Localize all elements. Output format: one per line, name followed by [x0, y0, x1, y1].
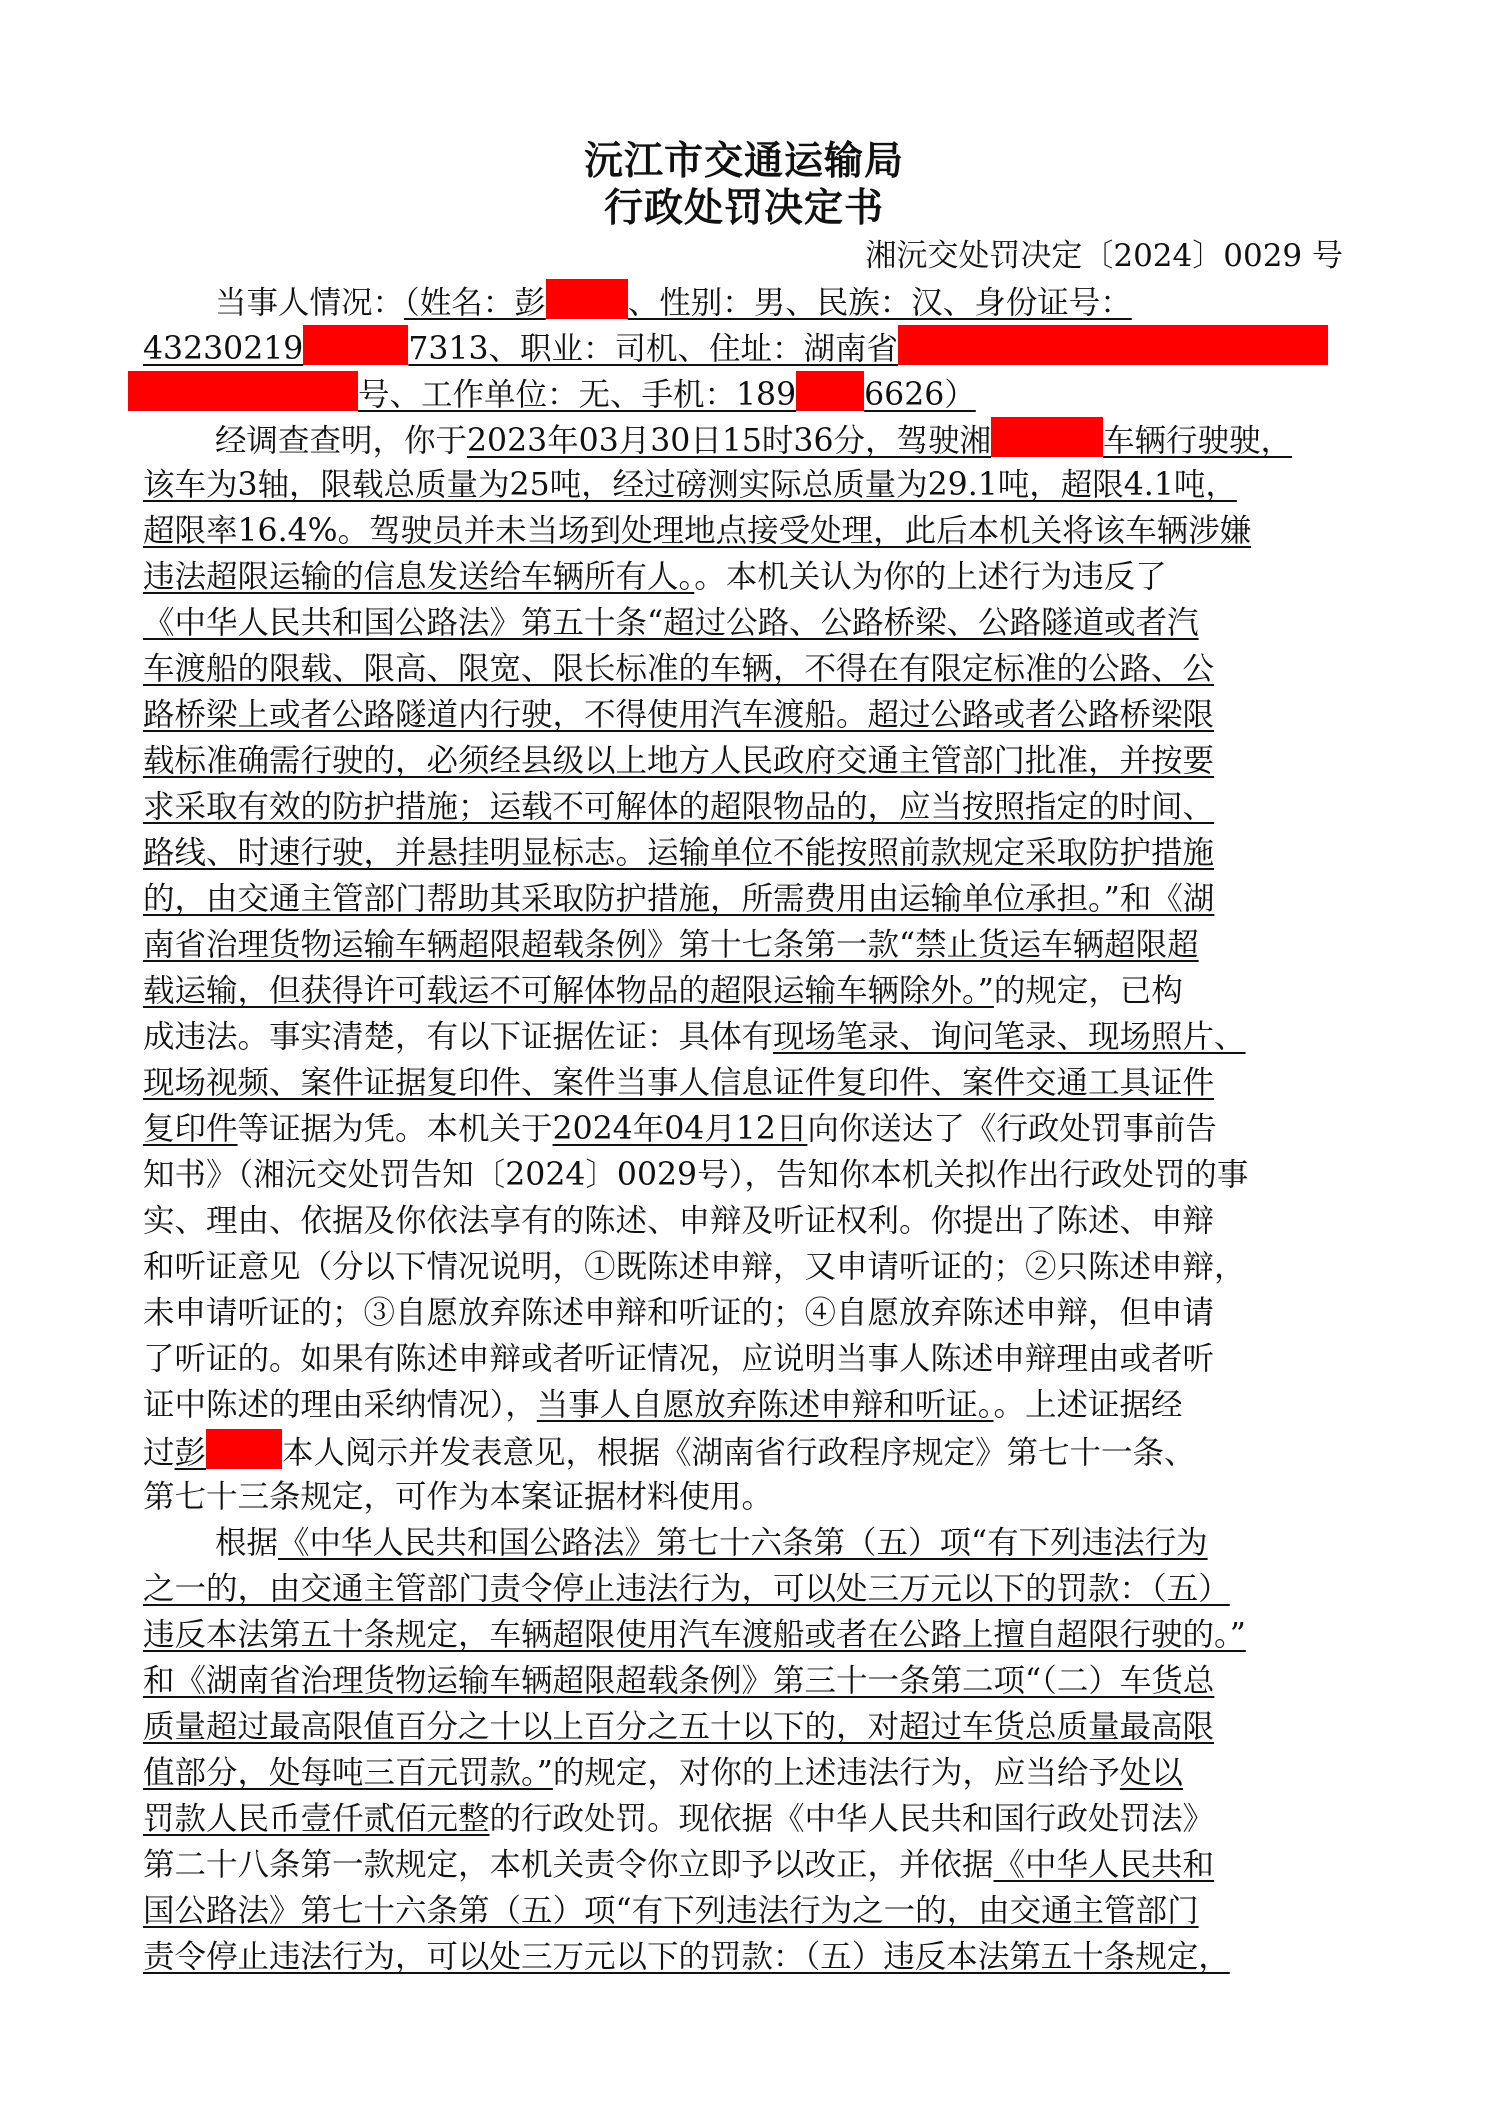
- text-line: 了听证的。如果有陈述申辩或者听证情况，应说明当事人陈述申辩理由或者听: [143, 1341, 1215, 1377]
- text-line: 载运输，但获得许可载运不可解体物品的超限运输车辆除外。”的规定，已构: [143, 973, 1183, 1009]
- text-line: 当事人情况：（姓名：彭 、性别：男、民族：汉、身份证号：: [143, 279, 1343, 323]
- text-line: 和《湖南省治理货物运输车辆超限超载条例》第三十一条第二项“（二）车货总: [143, 1663, 1215, 1699]
- redaction-block: [546, 279, 628, 319]
- text-line: 复印件等证据为凭。本机关于2024年04月12日向你送达了《行政处罚事前告: [143, 1111, 1217, 1147]
- text-line: 未申请听证的；③自愿放弃陈述申辩和听证的；④自愿放弃陈述申辩，但申请: [143, 1295, 1215, 1331]
- text-line: 值部分，处每吨三百元罚款。”的规定，对你的上述违法行为，应当给予处以: [143, 1755, 1183, 1791]
- text-line: 第二十八条第一款规定，本机关责令你立即予以改正，并依据《中华人民共和: [143, 1847, 1215, 1883]
- text-line: 《中华人民共和国公路法》第五十条“超过公路、公路桥梁、公路隧道或者汽: [143, 605, 1199, 641]
- agency-title: 沅江市交通运输局: [583, 139, 904, 184]
- redaction-block: [303, 325, 408, 365]
- document-type-title: 行政处罚决定书: [603, 186, 884, 231]
- text-line: 43230219 7313、职业：司机、住址：湖南省: [143, 325, 1343, 369]
- text-line: 车渡船的限载、限高、限宽、限长标准的车辆，不得在有限定标准的公路、公: [143, 651, 1215, 687]
- text-line: 证中陈述的理由采纳情况），当事人自愿放弃陈述申辩和听证。。上述证据经: [143, 1387, 1183, 1423]
- redaction-block: [898, 325, 1328, 365]
- text-line: 经调查查明，你于2023年03月30日15时36分，驾驶湘 车辆行驶驶，: [143, 417, 1343, 461]
- text-line: 实、理由、依据及你依法享有的陈述、申辩及听证权利。你提出了陈述、申辩: [143, 1203, 1215, 1239]
- redaction-block: [128, 371, 358, 411]
- text-line: 质量超过最高限值百分之十以上百分之五十以下的，对超过车货总质量最高限: [143, 1709, 1215, 1745]
- text-line: 该车为3轴，限载总质量为25吨，经过磅测实际总质量为29.1吨，超限4.1吨，: [143, 467, 1237, 503]
- text-line: 现场视频、案件证据复印件、案件当事人信息证件复印件、案件交通工具证件: [143, 1065, 1215, 1101]
- redaction-block: [206, 1429, 282, 1469]
- text-line: 罚款人民币壹仟贰佰元整的行政处罚。现依据《中华人民共和国行政处罚法》: [143, 1801, 1215, 1837]
- text-line: 之一的，由交通主管部门责令停止违法行为，可以处三万元以下的罚款：（五）: [143, 1571, 1230, 1607]
- text-line: 号、工作单位：无、手机：189 6626）: [128, 371, 1328, 415]
- text-line: 的，由交通主管部门帮助其采取防护措施，所需费用由运输单位承担。”和《湖: [143, 881, 1215, 917]
- text-line: 根据《中华人民共和国公路法》第七十六条第（五）项“有下列违法行为: [215, 1525, 1208, 1561]
- text-line: 路线、时速行驶，并悬挂明显标志。运输单位不能按照前款规定采取防护措施: [143, 835, 1215, 871]
- redaction-block: [991, 417, 1103, 457]
- document-number: 湘沅交处罚决定〔2024〕0029 号: [865, 238, 1343, 274]
- text-line: 路桥梁上或者公路隧道内行驶，不得使用汽车渡船。超过公路或者公路桥梁限: [143, 697, 1215, 733]
- redaction-block: [796, 371, 864, 411]
- text-line: 责令停止违法行为，可以处三万元以下的罚款：（五）违反本法第五十条规定，: [143, 1939, 1230, 1975]
- text-line: 成违法。事实清楚，有以下证据佐证：具体有现场笔录、询问笔录、现场照片、: [143, 1019, 1246, 1055]
- text-line: 过彭 本人阅示并发表意见，根据《湖南省行政程序规定》第七十一条、: [143, 1429, 1343, 1473]
- text-line: 国公路法》第七十六条第（五）项“有下列违法行为之一的，由交通主管部门: [143, 1893, 1199, 1929]
- text-line: 违法超限运输的信息发送给车辆所有人。。本机关认为你的上述行为违反了: [143, 559, 1167, 595]
- text-line: 第七十三条规定，可作为本案证据材料使用。: [143, 1479, 774, 1515]
- text-line: 载标准确需行驶的，必须经县级以上地方人民政府交通主管部门批准，并按要: [143, 743, 1215, 779]
- text-line: 超限率16.4%。驾驶员并未当场到处理地点接受处理，此后本机关将该车辆涉嫌: [143, 513, 1252, 549]
- text-line: 知书》（湘沅交处罚告知〔2024〕0029号），告知你本机关拟作出行政处罚的事: [143, 1157, 1249, 1193]
- text-line: 南省治理货物运输车辆超限超载条例》第十七条第一款“禁止货运车辆超限超: [143, 927, 1199, 963]
- text-line: 和听证意见（分以下情况说明，①既陈述申辩，又申请听证的；②只陈述申辩，: [143, 1249, 1246, 1285]
- text-line: 违反本法第五十条规定，车辆超限使用汽车渡船或者在公路上擅自超限行驶的。”: [143, 1617, 1246, 1653]
- text-line: 求采取有效的防护措施；运载不可解体的超限物品的，应当按照指定的时间、: [143, 789, 1215, 825]
